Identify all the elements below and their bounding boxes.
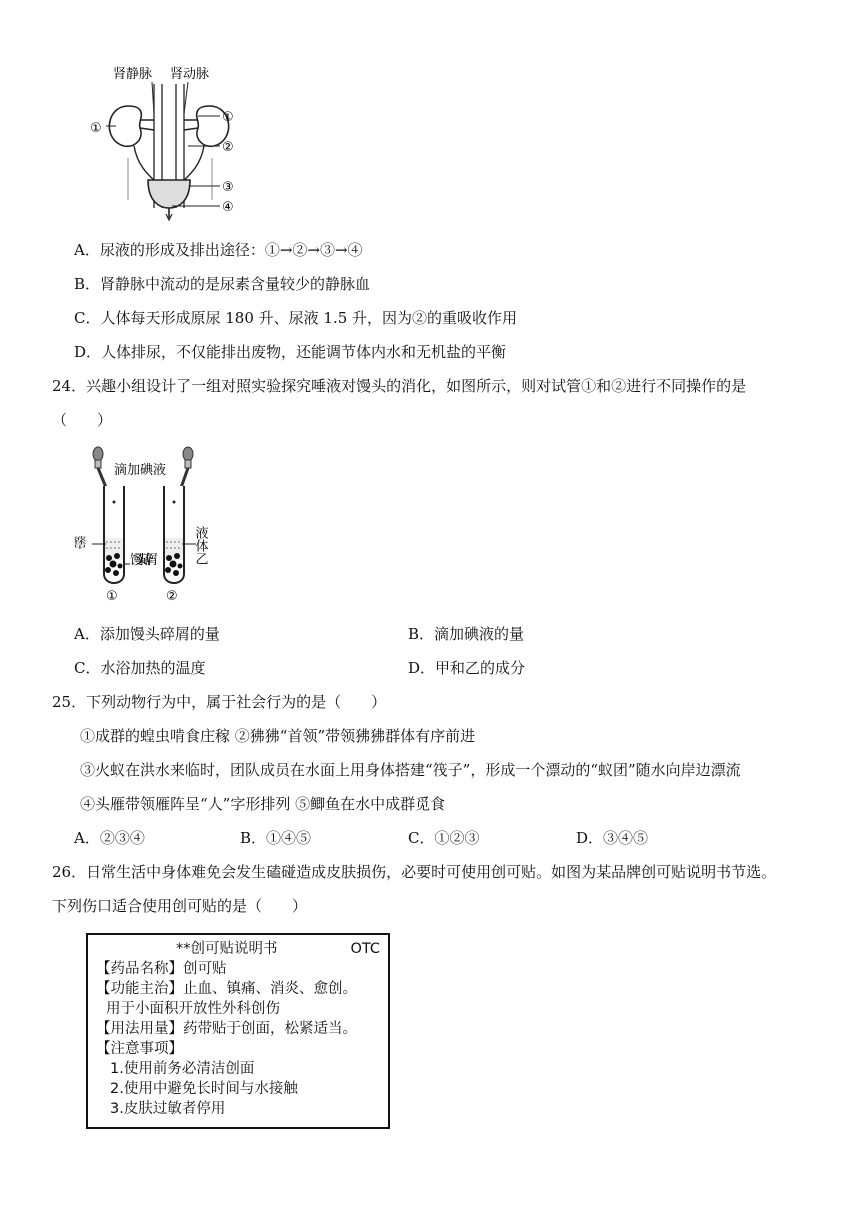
tube-2-number: ② — [166, 589, 178, 604]
q26-stem-cont: 下列伤口适合使用创可贴的是（ ） — [52, 897, 308, 915]
marker-2: ② — [222, 140, 234, 155]
notice-function: 【功能主治】止血、镇痛、消炎、愈创。 — [96, 981, 357, 997]
q25-item-3: ④头雁带领雁阵呈“人”字形排列 ⑤鲫鱼在水中成群觅食 — [80, 795, 446, 813]
q24-option-a: A．添加馒头碎屑的量 — [74, 625, 220, 643]
q23-option-b: B．肾静脉中流动的是尿素含量较少的静脉血 — [74, 275, 371, 293]
q24-option-d: D．甲和乙的成分 — [408, 659, 526, 677]
liquid-b-label: 液体乙 — [192, 526, 208, 565]
q26-stem: 26．日常生活中身体难免会发生磕碰造成皮肤损伤，必要时可使用创可贴。如图为某品牌创可贴说明书节选。 — [52, 863, 777, 881]
notice-cautions-head: 【注意事项】 — [96, 1041, 183, 1057]
drop-iodine-label: 滴加碘液 — [114, 463, 167, 478]
notice-function-cont: 用于小面积开放性外科创伤 — [106, 1001, 280, 1017]
urinary-system-figure — [88, 58, 248, 222]
q24-option-c: C．水浴加热的温度 — [74, 659, 206, 677]
marker-3: ③ — [222, 180, 234, 195]
q25-option-b: B．①④⑤ — [240, 829, 312, 847]
otc-badge: OTC — [350, 941, 380, 957]
q25-option-d: D．③④⑤ — [576, 829, 649, 847]
notice-usage: 【用法用量】药带贴于创面，松紧适当。 — [96, 1021, 357, 1037]
q25-stem: 25．下列动物行为中，属于社会行为的是（ ） — [52, 693, 387, 711]
q25-item-1: ①成群的蝗虫啃食庄稼 ②狒狒“首领”带领狒狒群体有序前进 — [80, 727, 476, 745]
test-tube-figure — [70, 446, 226, 606]
notice-caution-3: 3.皮肤过敏者停用 — [110, 1101, 226, 1117]
q25-item-2: ③火蚁在洪水来临时，团队成员在水面上用身体搭建“筏子”，形成一个漂动的“蚁团”随水向岸边漂流 — [80, 761, 741, 779]
notice-drug-name: 【药品名称】创可贴 — [96, 961, 227, 977]
q25-option-a: A．②③④ — [74, 829, 145, 847]
crumbs-label: 馒头碎屑 — [130, 553, 158, 568]
q24-stem: 24．兴趣小组设计了一组对照实验探究唾液对馒头的消化，如图所示，则对试管①和②进行不同操作的是 — [52, 377, 747, 395]
q23-option-c: C．人体每天形成原尿 180 升、尿液 1.5 升，因为②的重吸收作用 — [74, 309, 518, 327]
q23-option-d: D．人体排尿，不仅能排出废物，还能调节体内水和无机盐的平衡 — [74, 343, 507, 361]
label-renal-vein: 肾静脉 — [113, 67, 153, 82]
notice-caution-1: 1.使用前务必清洁创面 — [110, 1061, 255, 1077]
q23-option-a: A．尿液的形成及排出途径：①→②→③→④ — [74, 241, 363, 259]
marker-4: ④ — [222, 200, 234, 215]
q25-option-c: C．①②③ — [408, 829, 480, 847]
q24-option-b: B．滴加碘液的量 — [408, 625, 525, 643]
liquid-a-label: 液体甲 — [70, 536, 86, 575]
label-renal-artery: 肾动脉 — [170, 67, 210, 82]
marker-1-right: ① — [222, 110, 234, 125]
bandage-instructions-box — [86, 933, 390, 1129]
notice-title: **创可贴说明书 — [176, 941, 278, 957]
q24-stem-cont: （ ） — [52, 411, 113, 429]
notice-caution-2: 2.使用中避免长时间与水接触 — [110, 1081, 298, 1097]
marker-1-left: ① — [90, 121, 102, 136]
tube-1-number: ① — [106, 589, 118, 604]
